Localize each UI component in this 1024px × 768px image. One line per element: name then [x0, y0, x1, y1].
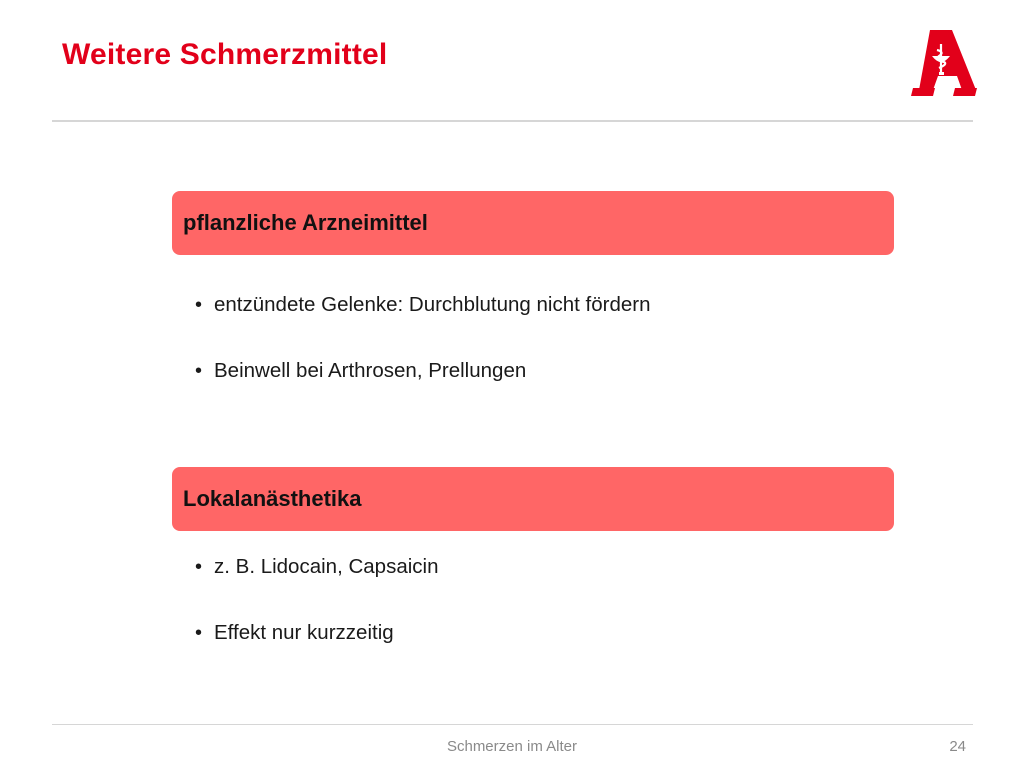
footer-title: Schmerzen im Alter — [446, 738, 578, 755]
bullet-list-pflanzliche-arzneimittel — [195, 292, 650, 424]
page-number: 24 — [949, 738, 966, 755]
slide-title: Weitere Schmerzmittel — [62, 38, 388, 71]
bullet-dot-icon: • — [195, 622, 203, 644]
section-header-pflanzliche-arzneimittel: pflanzliche Arzneimittel — [172, 191, 894, 255]
bullet-list-lokalanaesthetika — [195, 554, 438, 686]
bullet-text: entzündete Gelenke: Durchblutung nicht fördern — [214, 293, 651, 316]
bullet-dot-icon: • — [195, 360, 203, 382]
list-item — [195, 620, 438, 686]
bullet-dot-icon: • — [195, 556, 203, 578]
bullet-text: z. B. Lidocain, Capsaicin — [214, 555, 439, 578]
bullet-text: Effekt nur kurzzeitig — [214, 621, 394, 644]
header-divider — [52, 120, 973, 122]
list-item — [195, 554, 438, 620]
bullet-dot-icon: • — [195, 294, 203, 316]
list-item — [195, 292, 650, 358]
bullet-text: Beinwell bei Arthrosen, Prellungen — [214, 359, 527, 382]
list-item — [195, 358, 650, 424]
section-header-lokalanaesthetika: Lokalanästhetika — [172, 467, 894, 531]
apotheke-a-logo-icon — [908, 26, 978, 98]
footer-divider — [52, 724, 973, 725]
